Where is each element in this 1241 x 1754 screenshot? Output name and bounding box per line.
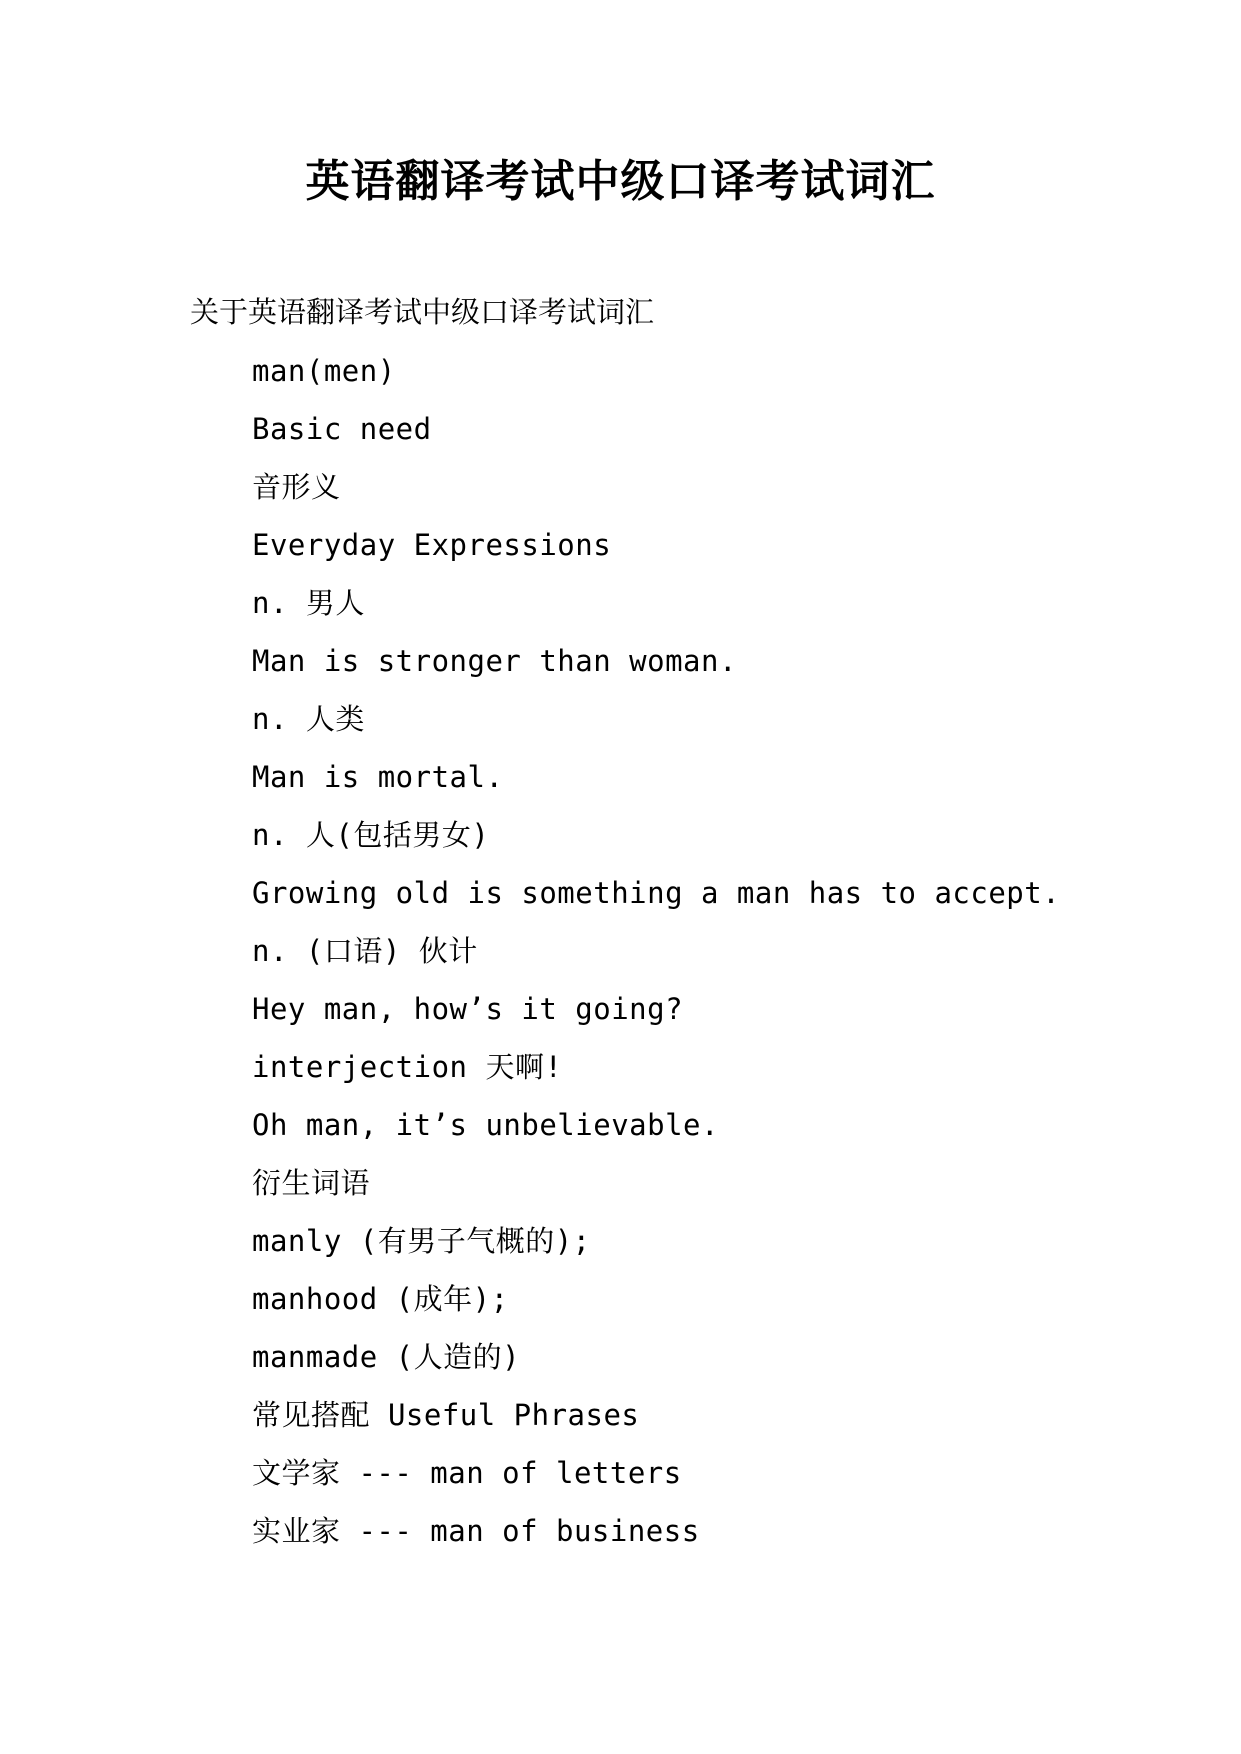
vocab-line: 常见搭配 Useful Phrases: [252, 1398, 640, 1432]
vocab-line: 实业家 --- man of business: [252, 1514, 700, 1548]
document-title: 英语翻译考试中级口译考试词汇: [305, 156, 936, 207]
vocab-line: Man is mortal.: [252, 760, 504, 794]
vocab-line: Basic need: [252, 412, 432, 446]
vocab-line: n. (口语) 伙计: [252, 934, 478, 968]
vocab-line: n. 男人: [252, 586, 365, 620]
vocab-line: manhood (成年);: [252, 1282, 509, 1316]
vocab-line: 衍生词语: [252, 1166, 371, 1200]
vocab-line: manmade (人造的): [252, 1340, 521, 1374]
vocab-line: interjection 天啊!: [252, 1050, 563, 1084]
vocab-line: Oh man, it’s unbelievable.: [252, 1108, 719, 1142]
vocab-line: Man is stronger than woman.: [252, 644, 737, 678]
vocab-line: 音形义: [252, 470, 341, 504]
vocab-line: Hey man, how’s it going?: [252, 992, 684, 1026]
vocab-line: Everyday Expressions: [252, 528, 612, 562]
vocab-line: Growing old is something a man has to accept.: [252, 876, 1061, 910]
vocab-line: manly (有男子气概的);: [252, 1224, 591, 1258]
vocab-line: 文学家 --- man of letters: [252, 1456, 682, 1490]
vocab-line: man(men): [252, 354, 396, 388]
intro-paragraph: 关于英语翻译考试中级口译考试词汇: [190, 295, 655, 329]
vocab-line: n. 人类: [252, 702, 365, 736]
vocabulary-lines: [252, 351, 1060, 1569]
vocab-line: n. 人(包括男女): [252, 818, 490, 852]
